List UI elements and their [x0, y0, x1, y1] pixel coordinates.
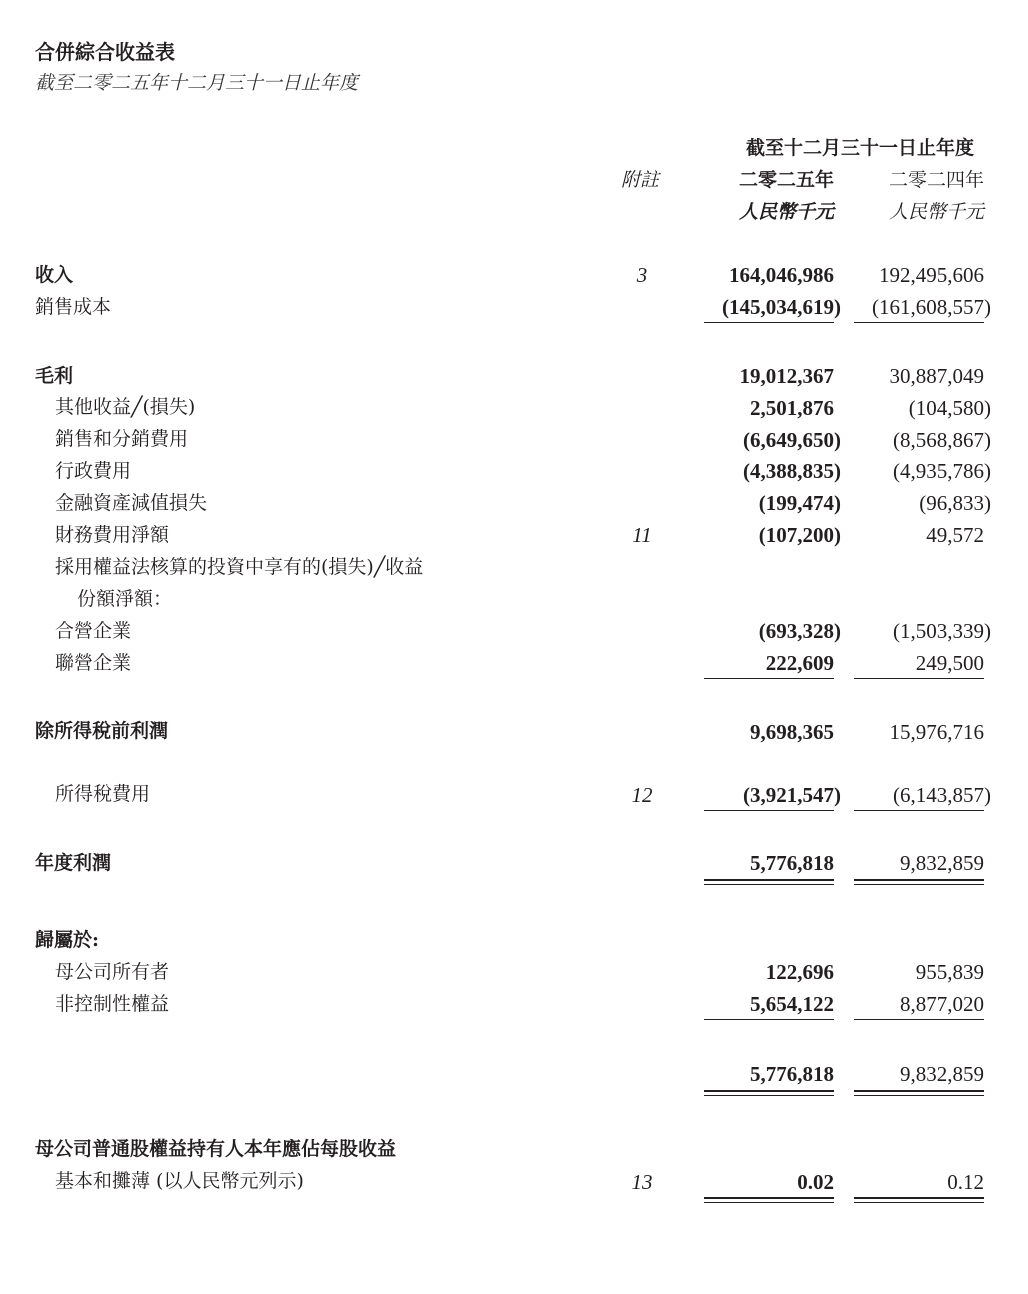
- selling-expenses-2024: (8,568,867): [893, 428, 991, 452]
- double-rule-total-2024-b: [854, 1095, 984, 1096]
- other-gains-2024: (104,580): [908, 396, 991, 420]
- rule-nci-2024: [854, 1019, 984, 1020]
- statement-subtitle: 截至二零二五年十二月三十一日止年度: [35, 72, 359, 94]
- revenue-note: 3: [636, 263, 648, 287]
- selling-expenses-label: 銷售和分銷費用: [55, 428, 189, 450]
- unit-2024-header: 人民幣千元: [888, 201, 984, 223]
- double-rule-eps-2025-a: [704, 1197, 834, 1199]
- double-rule-profit-2024-a: [854, 879, 984, 881]
- note-column-header: 附註: [621, 169, 660, 191]
- rule-nci-2025: [704, 1019, 834, 1020]
- double-rule-profit-2025-b: [704, 884, 834, 885]
- double-rule-eps-2024-a: [854, 1197, 984, 1199]
- profit-before-tax-label: 除所得稅前利潤: [35, 720, 169, 742]
- gross-profit-2024: 30,887,049: [889, 364, 984, 388]
- owners-2024: 955,839: [915, 960, 984, 984]
- total-2025: 5,776,818: [750, 1062, 834, 1086]
- equity-share-label-line1: 採用權益法核算的投資中享有的(損失)╱收益: [55, 556, 424, 578]
- other-gains-2025: 2,501,876: [750, 396, 834, 420]
- owners-label: 母公司所有者: [55, 961, 170, 983]
- equity-share-label-line2: 份額淨額：: [77, 588, 173, 610]
- admin-expenses-2025: (4,388,835): [743, 459, 841, 483]
- rule-associates-2024: [854, 678, 984, 679]
- finance-net-label: 財務費用淨額: [55, 524, 170, 546]
- selling-expenses-2025: (6,649,650): [743, 428, 841, 452]
- joint-ventures-2024: (1,503,339): [893, 619, 991, 643]
- profit-before-tax-2024: 15,976,716: [889, 720, 984, 744]
- finance-net-2024: 49,572: [926, 523, 984, 547]
- double-rule-eps-2025-b: [704, 1202, 834, 1203]
- double-rule-total-2025-b: [704, 1095, 834, 1096]
- associates-2024: 249,500: [915, 651, 984, 675]
- double-rule-eps-2024-b: [854, 1202, 984, 1203]
- nci-label: 非控制性權益: [55, 993, 170, 1015]
- income-tax-2024: (6,143,857): [893, 783, 991, 807]
- income-tax-note: 12: [631, 783, 653, 807]
- cost-of-sales-2024: (161,608,557): [872, 295, 991, 319]
- income-tax-label: 所得稅費用: [55, 783, 151, 805]
- profit-for-year-2025: 5,776,818: [750, 851, 834, 875]
- impairment-2025: (199,474): [758, 491, 841, 515]
- eps-heading: 母公司普通股權益持有人本年應佔每股收益: [35, 1138, 397, 1160]
- revenue-2024: 192,495,606: [879, 263, 984, 287]
- nci-2024: 8,877,020: [900, 992, 984, 1016]
- revenue-2025: 164,046,986: [729, 263, 834, 287]
- revenue-label: 收入: [35, 264, 74, 286]
- profit-for-year-label: 年度利潤: [35, 852, 112, 874]
- finance-net-2025: (107,200): [758, 523, 841, 547]
- profit-before-tax-2025: 9,698,365: [750, 720, 834, 744]
- rule-cost-2024: [854, 322, 984, 323]
- total-2024: 9,832,859: [900, 1062, 984, 1086]
- cost-of-sales-label: 銷售成本: [35, 296, 112, 318]
- cost-of-sales-2025: (145,034,619): [722, 295, 841, 319]
- rule-tax-2024: [854, 810, 984, 811]
- year-2024-header: 二零二四年: [888, 169, 984, 191]
- eps-label: 基本和攤薄 (以人民幣元列示): [55, 1170, 304, 1192]
- eps-2025: 0.02: [797, 1170, 834, 1194]
- admin-expenses-2024: (4,935,786): [893, 459, 991, 483]
- double-rule-total-2024-a: [854, 1090, 984, 1092]
- joint-ventures-2025: (693,328): [758, 619, 841, 643]
- eps-note: 13: [631, 1170, 653, 1194]
- rule-cost-2025: [704, 322, 834, 323]
- period-header: 截至十二月三十一日止年度: [745, 137, 974, 159]
- rule-associates-2025: [704, 678, 834, 679]
- owners-2025: 122,696: [765, 960, 834, 984]
- attributable-to-label: 歸屬於:: [35, 929, 100, 951]
- admin-expenses-label: 行政費用: [55, 460, 132, 482]
- year-2025-header: 二零二五年: [738, 169, 834, 191]
- impairment-2024: (96,833): [919, 491, 991, 515]
- associates-2025: 222,609: [765, 651, 834, 675]
- other-gains-label: 其他收益╱(損失): [55, 396, 196, 418]
- gross-profit-2025: 19,012,367: [739, 364, 834, 388]
- income-tax-2025: (3,921,547): [743, 783, 841, 807]
- gross-profit-label: 毛利: [35, 365, 74, 387]
- rule-tax-2025: [704, 810, 834, 811]
- double-rule-total-2025-a: [704, 1090, 834, 1092]
- unit-2025-header: 人民幣千元: [738, 201, 834, 223]
- profit-for-year-2024: 9,832,859: [900, 851, 984, 875]
- statement-title: 合併綜合收益表: [35, 40, 175, 64]
- eps-2024: 0.12: [947, 1170, 984, 1194]
- double-rule-profit-2024-b: [854, 884, 984, 885]
- nci-2025: 5,654,122: [750, 992, 834, 1016]
- associates-label: 聯營企業: [55, 652, 132, 674]
- finance-net-note: 11: [632, 523, 652, 547]
- joint-ventures-label: 合營企業: [55, 620, 132, 642]
- double-rule-profit-2025-a: [704, 879, 834, 881]
- impairment-label: 金融資產減值損失: [55, 492, 208, 514]
